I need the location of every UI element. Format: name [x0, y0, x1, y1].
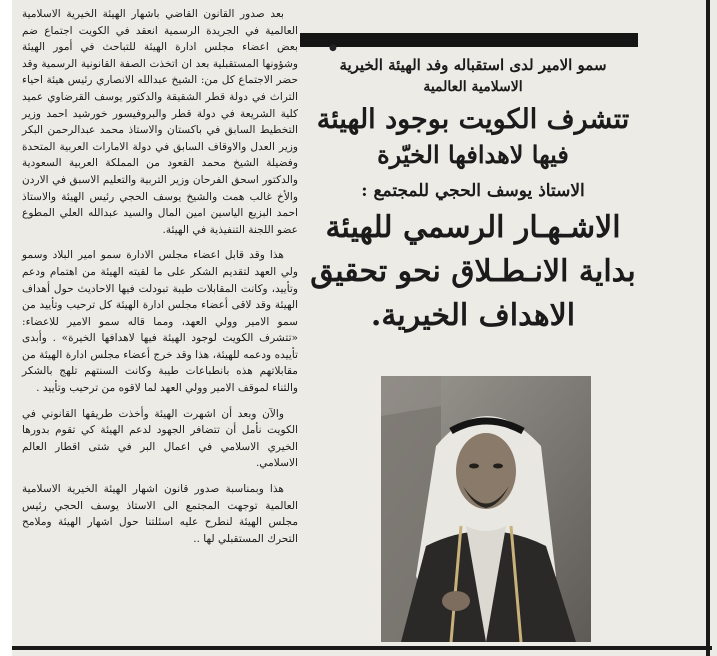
headline-column — [300, 54, 646, 338]
page-edge-bottom — [12, 646, 712, 650]
portrait-illustration — [381, 376, 591, 642]
portrait-photo — [381, 376, 591, 642]
body-paragraph-3: والآن وبعد أن اشهرت الهيئة وأخذت طريقها القانوني في الكويت نأمل أن تتضافر الجهود لدعم الهيئة كي تقوم بدورها الخيري الاسلامي في اعمال البر في شتى اقطار العالم الاسلامي. — [22, 407, 298, 470]
body-paragraph-2: هذا وقد قابل اعضاء مجلس الادارة سمو امير البلاد وسمو ولي العهد لتقديم الشكر على ما لقيته الهيئة من اهتمام ودعم وتأييد، وكانت المقابلات طيبة تبودلت فيها الاحاديث حول أهداف الهيئة وقد لاقى أعضاء مجلس ادارة الهيئة كل ترحيب وتأييد من سمو الامير وولي العهد، ومما قاله سمو الامير للاعضاء: «تتشرف الكويت لوجود الهيئة فيها لاهدافها الخيرة» . وأبدى تأييده ودعمه للهيئة، هذا وقد خرج أعضاء مجلس ادارة الهيئة من مقابلاتهم هذه بانطباعات طيبة وكانت السنتهم تلهج بالشكر والثناء لموقف الامير وولي العهد لما لاقوه من ترحيب وتأييد . — [22, 249, 298, 395]
subtitle-line-1: سمو الامير لدى استقباله وفد الهيئة الخيرية — [339, 56, 607, 74]
left-margin — [0, 0, 12, 656]
quote-line-1: الاشـهـار الرسمي للهيئة — [325, 210, 621, 245]
quote-line-2: بداية الانـطـلاق نحو تحقيق — [310, 254, 636, 289]
body-paragraph-4: هذا وبمناسبة صدور قانون اشهار الهيئة الخيرية الاسلامية العالمية توجهت المجتمع الى الاستاذ يوسف الحجي رئيس مجلس الهيئة لنطرح عليه اسئلتنا حول اشهار الهيئة وملامح التحرك المستقبلي لها .. — [22, 483, 298, 545]
header-bar — [300, 33, 638, 47]
subtitle-line-2: الاسلامية العالمية — [423, 79, 523, 95]
quote-line-3: الاهداف الخيرية. — [370, 298, 576, 333]
body-paragraph-1: بعد صدور القانون القاضي باشهار الهيئة الخيرية الاسلامية العالمية في الجريدة الرسمية انعقد في الكويت اجتماع ضم بعض اعضاء مجلس ادارة الهيئة للتباحث في أمور الهيئة وشؤونها المستقبلية بعد ان اتخذت الصفة القانونية الرسمية وقد حضر الاجتماع كل من: الشيخ عبدالله الانصاري رئيس هيئة احياء التراث في دولة قطر الشقيقة والدكتور يوسف القرضاوي عميد كلية الشريعة في دولة قطر والبروفيسور خورشيد احمد وزير التخطيط السابق في باكستان والاستاذ محمد عبدالرحمن البكر وزير العدل والاوقاف السابق في دولة الامارات العربية المتحدة وفضيلة الشيخ محمد القعود من المملكة العربية السعودية والدكتور اسحق الفرحان وزير التربية والتعليم الاسبق في الاردن والأخ غالب همت والشيخ يوسف الحجي رئيس الهيئة والاستاذ احمد البزيع الياسين امين المال والسيد عبدالله العلي المطوع عضو اللجنة التنفيذية في الهيئة. — [22, 8, 298, 236]
article-body-column — [22, 6, 298, 556]
headline-line-2: فيها لاهدافها الخيّرة — [377, 140, 569, 169]
page-edge-right — [706, 0, 710, 656]
speaker-label: الاستاذ يوسف الحجي للمجتمع : — [361, 181, 585, 201]
bar-dot-icon: ● — [329, 43, 337, 53]
headline-line-1: تتشرف الكويت بوجود الهيئة — [316, 104, 630, 135]
